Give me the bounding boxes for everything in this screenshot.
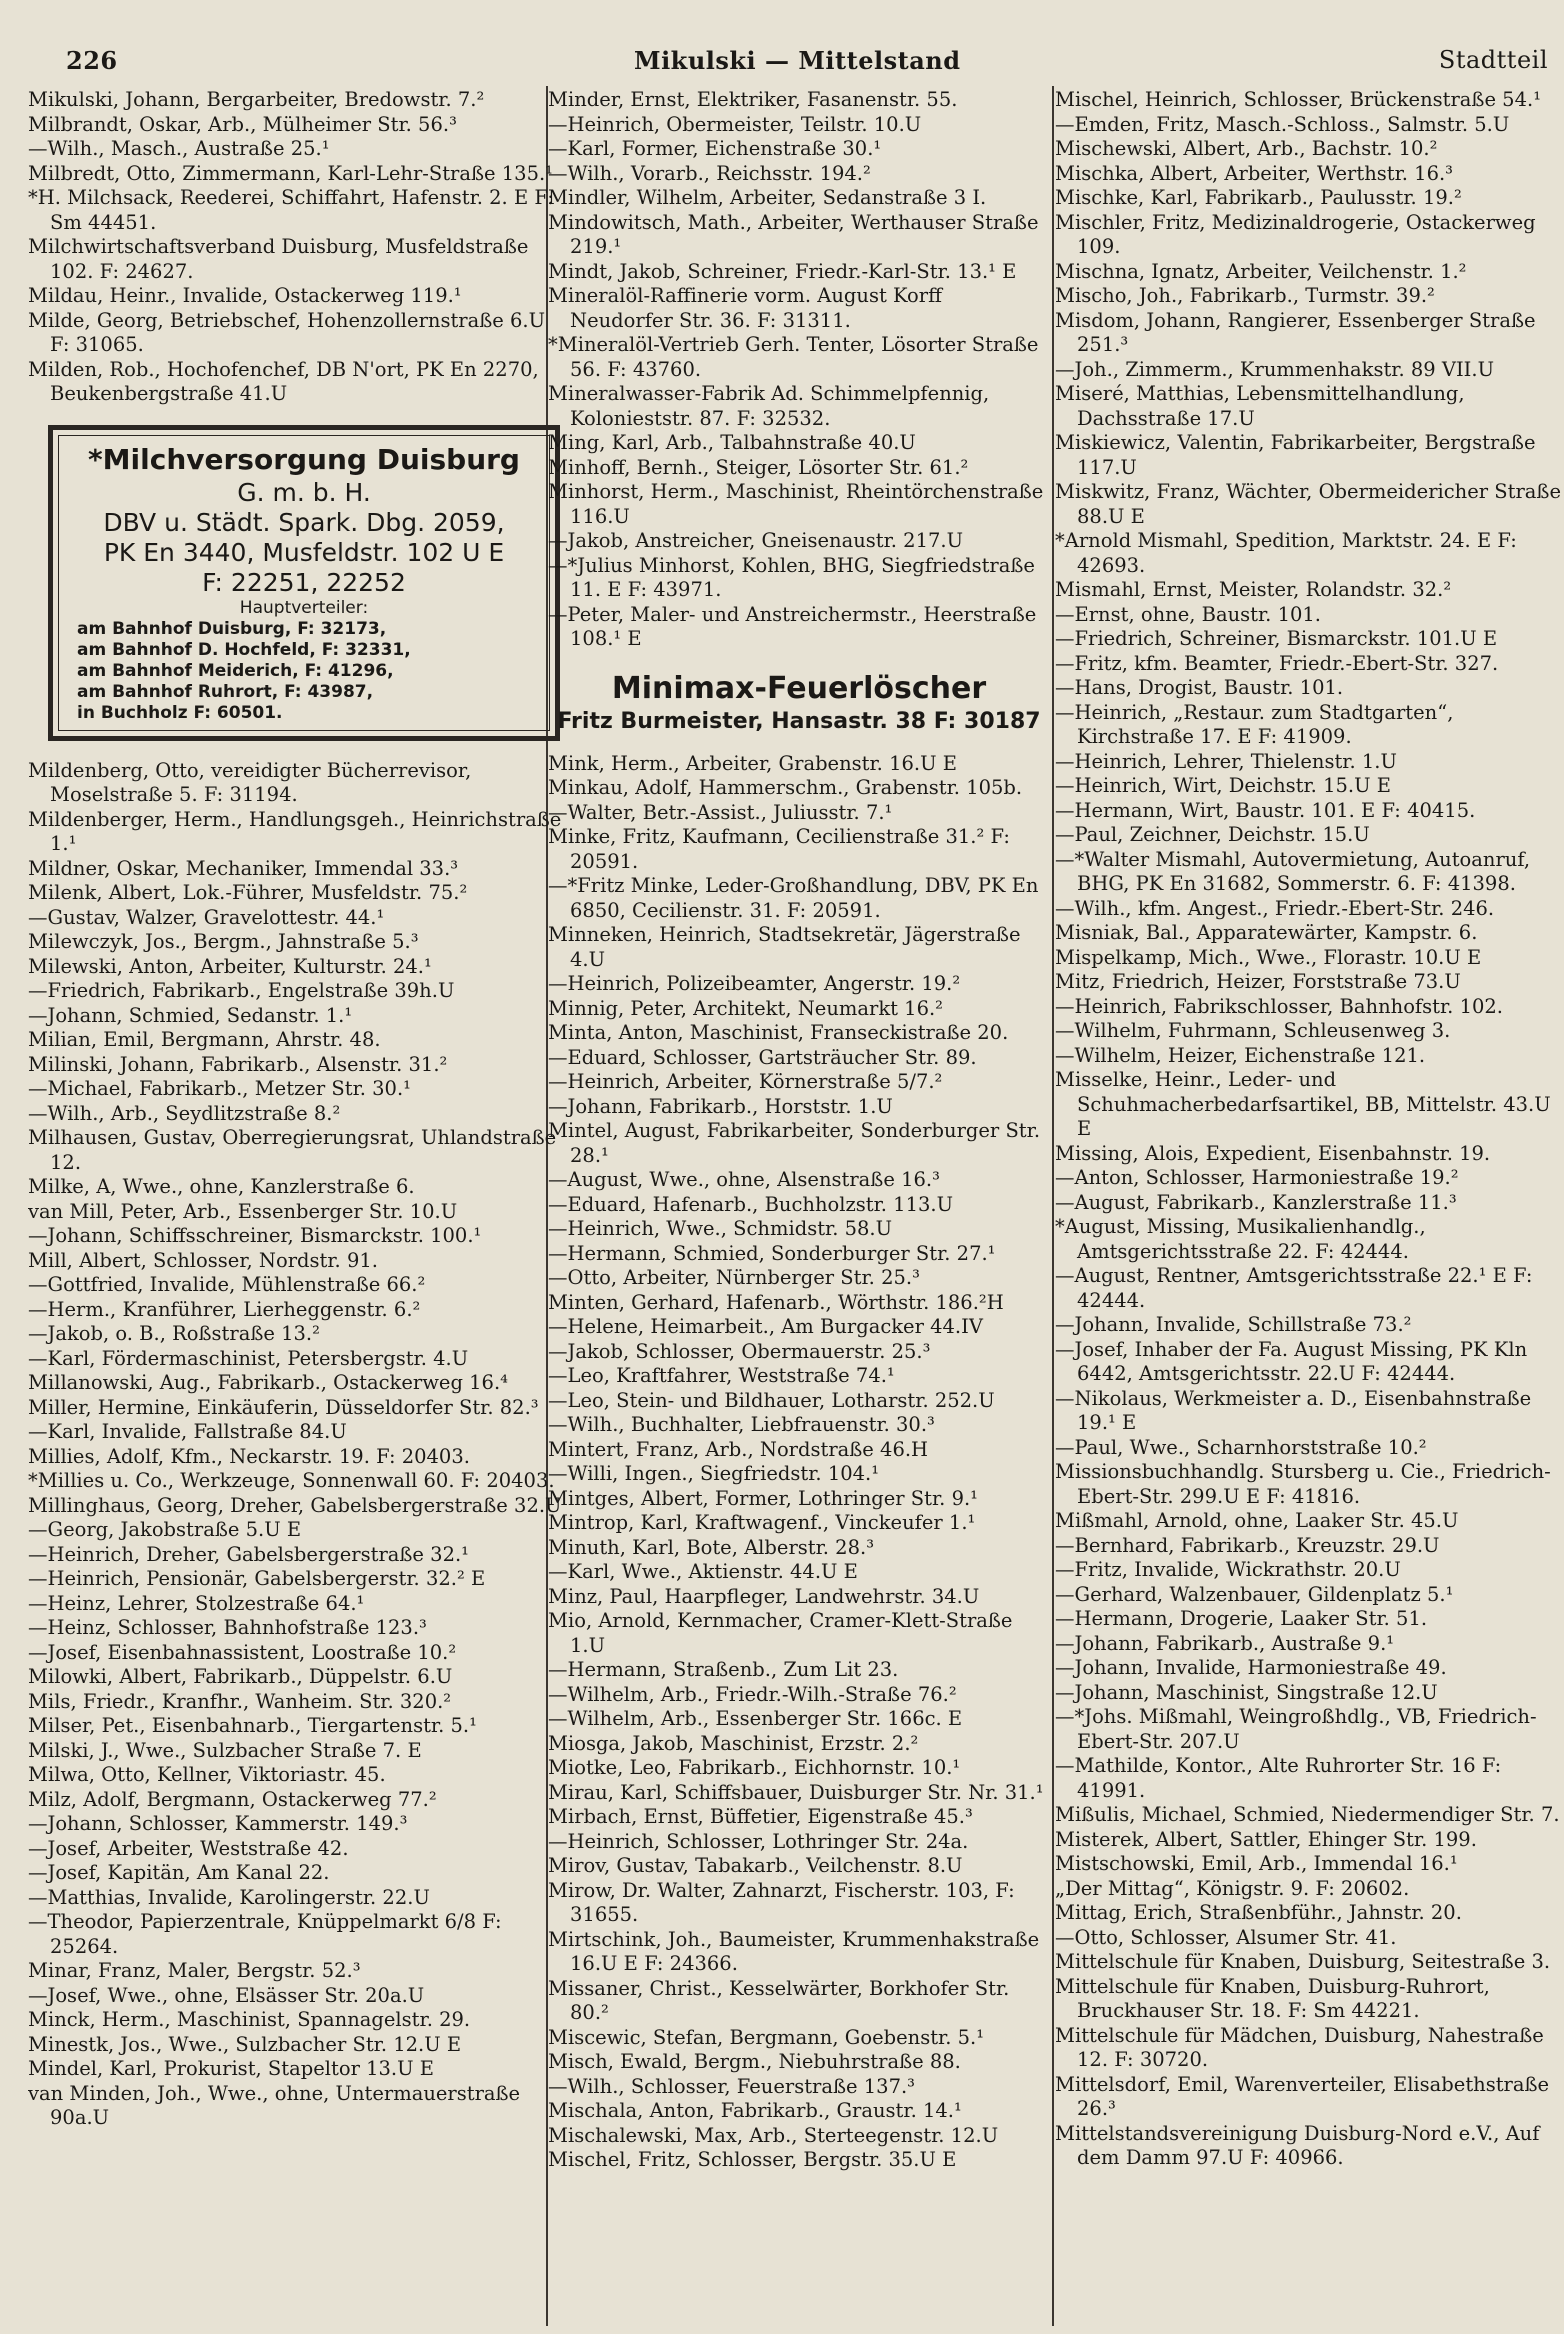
directory-entry: —Ernst, ohne, Baustr. 101. xyxy=(1055,602,1322,626)
directory-entry: Minten, Gerhard, Hafenarb., Wörthstr. 186.²H xyxy=(548,1290,1004,1314)
directory-entry: —Gerhard, Walzenbauer, Gildenplatz 5.¹ xyxy=(1055,1582,1454,1606)
directory-entry: Mittelschule für Knaben, Duisburg, Seitestraße 3. xyxy=(1055,1950,1551,1973)
directory-entry: Mintrop, Karl, Kraftwagenf., Vinckeufer 1.¹ xyxy=(548,1511,976,1534)
directory-entry: —Bernhard, Fabrikarb., Kreuzstr. 29.U xyxy=(1055,1533,1440,1557)
directory-entry: —Wilhelm, Heizer, Eichenstraße 121. xyxy=(1055,1043,1426,1067)
directory-entry: —Karl, Fördermaschinist, Petersbergstr. 4.U xyxy=(28,1346,469,1370)
directory-entry: Minnig, Peter, Architekt, Neumarkt 16.² xyxy=(548,996,943,1020)
directory-entry: Millanowski, Aug., Fabrikarb., Ostackerweg 16.⁴ xyxy=(28,1371,508,1394)
directory-entry: Milewski, Anton, Arbeiter, Kulturstr. 24.¹ xyxy=(28,954,432,978)
directory-entry: Miosga, Jakob, Maschinist, Erzstr. 2.² xyxy=(548,1731,919,1755)
directory-entry: Milbrandt, Oskar, Arb., Mülheimer Str. 56.³ xyxy=(28,112,457,136)
directory-entry: Mikulski, Johann, Bergarbeiter, Bredowstr. 7.² xyxy=(28,88,485,111)
directory-entry: Mischel, Fritz, Schlosser, Bergstr. 35.U E xyxy=(548,2148,957,2171)
directory-entry: Missionsbuchhandlg. Stursberg u. Cie., Friedrich-Ebert-Str. 299.U E F: 41816. xyxy=(1055,1460,1551,1508)
page-header xyxy=(34,42,1550,78)
ad-line: Fritz Burmeister, Hansastr. 38 F: 30187 xyxy=(557,708,1041,734)
directory-entry: Miscewic, Stefan, Bergmann, Goebenstr. 5.¹ xyxy=(548,2025,985,2049)
directory-entry: —Helene, Heimarbeit., Am Burgacker 44.IV xyxy=(548,1315,983,1338)
directory-entry: —Georg, Jakobstraße 5.U E xyxy=(28,1518,302,1541)
directory-entry: Minder, Ernst, Elektriker, Fasanenstr. 55. xyxy=(548,88,958,111)
column-1 xyxy=(28,88,568,2323)
directory-entry: —Fritz, kfm. Beamter, Friedr.-Ebert-Str. 327. xyxy=(1055,651,1499,675)
directory-entry: —Leo, Kraftfahrer, Weststraße 74.¹ xyxy=(548,1364,895,1387)
directory-entry: —Hermann, Schmied, Sonderburger Str. 27.¹ xyxy=(548,1241,996,1265)
directory-entry: —Heinrich, Wwe., Schmidstr. 58.U xyxy=(548,1217,893,1240)
directory-entry: Milowki, Albert, Fabrikarb., Düppelstr. 6.U xyxy=(28,1665,453,1688)
directory-entry: Misselke, Heinr., Leder- und Schuhmacherbedarfsartikel, BB, Mittelstr. 43.U E xyxy=(1055,1068,1551,1140)
directory-entry: —Willi, Ingen., Siegfriedstr. 104.¹ xyxy=(548,1462,880,1485)
directory-entry: Milbredt, Otto, Zimmermann, Karl-Lehr-Straße 135.¹ xyxy=(28,161,553,185)
directory-entry: —Paul, Zeichner, Deichstr. 15.U xyxy=(1055,823,1370,846)
directory-entry: —Walter, Betr.-Assist., Juliusstr. 7.¹ xyxy=(548,800,893,824)
directory-entry: Misch, Ewald, Bergm., Niebuhrstraße 88. xyxy=(548,2050,961,2073)
ad-line: am Bahnhof Ruhrort, F: 43987, xyxy=(77,681,374,702)
directory-entry: Mischke, Karl, Fabrikarb., Paulusstr. 19.² xyxy=(1055,186,1462,209)
directory-entry: —Wilh., Masch., Austraße 25.¹ xyxy=(28,137,330,160)
directory-entry: —*Johs. Mißmahl, Weingroßhdlg., VB, Friedrich-Ebert-Str. 207.U xyxy=(1055,1705,1537,1753)
directory-entry: Mischala, Anton, Fabrikarb., Graustr. 14.¹ xyxy=(548,2099,962,2122)
directory-entry: —Eduard, Schlosser, Gartsträucher Str. 89. xyxy=(548,1045,977,1069)
directory-entry: Milwa, Otto, Kellner, Viktoriastr. 45. xyxy=(28,1763,386,1786)
entry-list xyxy=(548,88,1050,652)
directory-entry: —*Julius Minhorst, Kohlen, BHG, Siegfriedstraße 11. E F: 43971. xyxy=(548,553,1035,601)
entry-list xyxy=(1055,88,1564,2171)
directory-entry: Minkau, Adolf, Hammerschm., Grabenstr. 105b. xyxy=(548,776,1023,799)
directory-entry: Mispelkamp, Mich., Wwe., Florastr. 10.U E xyxy=(1055,945,1482,969)
directory-entry: van Minden, Joh., Wwe., ohne, Untermauerstraße 90a.U xyxy=(28,2081,521,2129)
directory-entry: *August, Missing, Musikalienhandlg., Amtsgerichtsstraße 22. F: 42444. xyxy=(1055,1215,1426,1263)
directory-entry: —Josef, Wwe., ohne, Elsässer Str. 20a.U xyxy=(28,1983,425,2007)
directory-entry: —Michael, Fabrikarb., Metzer Str. 30.¹ xyxy=(28,1077,411,1100)
directory-entry: Minestk, Jos., Wwe., Sulzbacher Str. 12.U E xyxy=(28,2032,462,2056)
directory-entry: —Paul, Wwe., Scharnhorststraße 10.² xyxy=(1055,1435,1427,1459)
directory-entry: —Herm., Kranführer, Lierheggenstr. 6.² xyxy=(28,1297,421,1321)
directory-entry: —Karl, Invalide, Fallstraße 84.U xyxy=(28,1420,347,1443)
directory-entry: —Jakob, Schlosser, Obermauerstr. 25.³ xyxy=(548,1339,931,1363)
directory-entry: Ming, Karl, Arb., Talbahnstraße 40.U xyxy=(548,431,916,454)
ad-line: G. m. b. H. xyxy=(237,477,371,507)
directory-entry: Missing, Alois, Expedient, Eisenbahnstr. 19. xyxy=(1055,1141,1491,1165)
ad-line: DBV u. Städt. Spark. Dbg. 2059, xyxy=(103,507,505,537)
directory-entry: —Johann, Schmied, Sedanstr. 1.¹ xyxy=(28,1003,353,1027)
directory-entry: Mirov, Gustav, Tabakarb., Veilchenstr. 8.U xyxy=(548,1854,963,1877)
directory-entry: Mischalewski, Max, Arb., Sterteegenstr. 12.U xyxy=(548,2123,999,2147)
directory-entry: Millies, Adolf, Kfm., Neckarstr. 19. F: 20403. xyxy=(28,1444,470,1468)
directory-entry: Mittelschule für Knaben, Duisburg-Ruhrort, Bruckhauser Str. 18. F: Sm 44221. xyxy=(1055,1974,1490,2022)
directory-entry: —Wilh., kfm. Angest., Friedr.-Ebert-Str. 246. xyxy=(1055,896,1495,920)
directory-entry: —Eduard, Hafenarb., Buchholzstr. 113.U xyxy=(548,1192,954,1216)
directory-entry: Mischna, Ignatz, Arbeiter, Veilchenstr. 1.² xyxy=(1055,259,1467,283)
directory-entry: —Otto, Schlosser, Alsumer Str. 41. xyxy=(1055,1925,1397,1949)
directory-entry: Miseré, Matthias, Lebensmittelhandlung, Dachsstraße 17.U xyxy=(1055,382,1465,430)
ad-line: PK En 3440, Musfeldstr. 102 U E xyxy=(103,537,505,567)
directory-entry: —Wilhelm, Fuhrmann, Schleusenweg 3. xyxy=(1055,1019,1451,1042)
column-2 xyxy=(548,88,1050,2323)
directory-entry: —Emden, Fritz, Masch.-Schloss., Salmstr. 5.U xyxy=(1055,112,1510,136)
directory-entry: Minneken, Heinrich, Stadtsekretär, Jägerstraße 4.U xyxy=(548,923,1021,971)
directory-entry: Mitz, Friedrich, Heizer, Forststraße 73.U xyxy=(1055,970,1461,993)
directory-entry: —Gottfried, Invalide, Mühlenstraße 66.² xyxy=(28,1273,426,1296)
directory-entry: —Heinrich, „Restaur. zum Stadtgarten“, Kirchstraße 17. E F: 41909. xyxy=(1055,700,1454,748)
directory-entry: Miotke, Leo, Fabrikarb., Eichhornstr. 10.¹ xyxy=(548,1756,961,1779)
directory-entry: Mirbach, Ernst, Büffetier, Eigenstraße 45.³ xyxy=(548,1805,973,1828)
directory-entry: —August, Wwe., ohne, Alsenstraße 16.³ xyxy=(548,1168,940,1191)
directory-entry: *Arnold Mismahl, Spedition, Marktstr. 24. E F: 42693. xyxy=(1055,529,1517,577)
directory-entry: Milinski, Johann, Fabrikarb., Alsenstr. 31.² xyxy=(28,1052,448,1076)
directory-entry: —Johann, Invalide, Harmoniestraße 49. xyxy=(1055,1656,1447,1679)
directory-entry: —Heinrich, Schlosser, Lothringer Str. 24a. xyxy=(548,1829,969,1853)
directory-entry: —Mathilde, Kontor., Alte Ruhrorter Str. 16 F: 41991. xyxy=(1055,1754,1502,1802)
directory-entry: Milian, Emil, Bergmann, Ahrstr. 48. xyxy=(28,1028,381,1051)
directory-entry: —Johann, Maschinist, Singstraße 12.U xyxy=(1055,1680,1438,1704)
directory-entry: Missaner, Christ., Kesselwärter, Borkhofer Str. 80.² xyxy=(548,1976,1010,2024)
column-3 xyxy=(1055,88,1564,2323)
directory-entry: Mistschowski, Emil, Arb., Immendal 16.¹ xyxy=(1055,1852,1458,1875)
directory-entry: —Josef, Inhaber der Fa. August Missing, PK Kln 6442, Amtsgerichtsstr. 22.U F: 42444. xyxy=(1055,1337,1528,1385)
directory-entry: Mildenberger, Herm., Handlungsgeh., Heinrichstraße 1.¹ xyxy=(28,807,562,855)
directory-entry: Milser, Pet., Eisenbahnarb., Tiergartenstr. 5.¹ xyxy=(28,1714,477,1737)
directory-entry: —Wilh., Arb., Seydlitzstraße 8.² xyxy=(28,1101,341,1125)
directory-entry: Mittelstandsvereinigung Duisburg-Nord e.V., Auf dem Damm 97.U F: 40966. xyxy=(1055,2121,1540,2169)
directory-entry: —Johann, Schlosser, Kammerstr. 149.³ xyxy=(28,1812,408,1835)
directory-entry: —Heinz, Schlosser, Bahnhofstraße 123.³ xyxy=(28,1616,427,1639)
directory-entry: Minhorst, Herm., Maschinist, Rheintörchenstraße 116.U xyxy=(548,480,1044,528)
directory-entry: —Josef, Kapitän, Am Kanal 22. xyxy=(28,1861,330,1884)
directory-entry: Mink, Herm., Arbeiter, Grabenstr. 16.U E xyxy=(548,751,957,775)
directory-entry: Mindler, Wilhelm, Arbeiter, Sedanstraße 3 I. xyxy=(548,186,987,209)
directory-entry: —Johann, Fabrikarb., Horststr. 1.U xyxy=(548,1094,893,1118)
directory-entry: —Wilh., Schlosser, Feuerstraße 137.³ xyxy=(548,2074,915,2098)
entry-list xyxy=(548,752,1050,2173)
ad-company-name: *Milchversorgung Duisburg xyxy=(88,442,520,476)
directory-entry: Mindowitsch, Math., Arbeiter, Werthauser Straße 219.¹ xyxy=(548,210,1039,258)
directory-entry: Mittelschule für Mädchen, Duisburg, Nahestraße 12. F: 30720. xyxy=(1055,2023,1544,2071)
directory-entry: Mismahl, Ernst, Meister, Rolandstr. 32.² xyxy=(1055,578,1452,601)
directory-entry: *H. Milchsack, Reederei, Schiffahrt, Hafenstr. 2. E F: Sm 44451. xyxy=(28,186,554,234)
directory-entry: —Josef, Arbeiter, Weststraße 42. xyxy=(28,1836,349,1860)
directory-entry: —Wilhelm, Arb., Essenberger Str. 166c. E xyxy=(548,1707,963,1730)
directory-entry: Milchwirtschaftsverband Duisburg, Musfeldstraße 102. F: 24627. xyxy=(28,235,529,283)
ad-line: F: 22251, 22252 xyxy=(202,567,406,597)
directory-entry: Milden, Rob., Hochofenchef, DB N'ort, PK En 2270, Beukenbergstraße 41.U xyxy=(28,357,539,405)
directory-entry: —Heinrich, Polizeibeamter, Angerstr. 19.² xyxy=(548,972,961,995)
directory-entry: —*Fritz Minke, Leder-Großhandlung, DBV, PK En 6850, Cecilienstr. 31. F: 20591. xyxy=(548,874,1039,922)
directory-entry: Mittelsdorf, Emil, Warenverteiler, Elisabethstraße 26.³ xyxy=(1055,2072,1550,2120)
directory-entry: Minuth, Karl, Bote, Alberstr. 28.³ xyxy=(548,1535,875,1559)
ad-line: am Bahnhof D. Hochfeld, F: 32331, xyxy=(77,639,411,660)
directory-entry: Misterek, Albert, Sattler, Ehinger Str. 199. xyxy=(1055,1827,1477,1851)
directory-entry: Mischo, Joh., Fabrikarb., Turmstr. 39.² xyxy=(1055,284,1435,307)
directory-entry: Mio, Arnold, Kernmacher, Cramer-Klett-Straße 1.U xyxy=(548,1609,1013,1657)
directory-entry: —Joh., Zimmerm., Krummenhakstr. 89 VII.U xyxy=(1055,357,1495,381)
directory-entry: —Gustav, Walzer, Gravelottestr. 44.¹ xyxy=(28,905,385,929)
directory-entry: Mißmahl, Arnold, ohne, Laaker Str. 45.U xyxy=(1055,1509,1459,1532)
directory-entry: —Wilhelm, Arb., Friedr.-Wilh.-Straße 76.² xyxy=(548,1682,957,1706)
directory-entry: —Fritz, Invalide, Wickrathstr. 20.U xyxy=(1055,1558,1401,1581)
directory-entry: Minck, Herm., Maschinist, Spannagelstr. 29. xyxy=(28,2008,471,2031)
directory-entry: Mirau, Karl, Schiffsbauer, Duisburger Str. Nr. 31.¹ xyxy=(548,1780,1044,1804)
directory-entry: —Heinrich, Fabrikschlosser, Bahnhofstr. 102. xyxy=(1055,994,1503,1018)
directory-entry: Minta, Anton, Maschinist, Franseckistraße 20. xyxy=(548,1021,1009,1044)
ad-line: Hauptverteiler: xyxy=(239,597,369,618)
directory-entry: Mintert, Franz, Arb., Nordstraße 46.H xyxy=(548,1437,929,1461)
directory-entry: Mineralwasser-Fabrik Ad. Schimmelpfennig, Kolonieststr. 87. F: 32532. xyxy=(548,382,990,430)
directory-entry: Mildner, Oskar, Mechaniker, Immendal 33.³ xyxy=(28,856,459,880)
directory-entry: Minke, Fritz, Kaufmann, Cecilienstraße 31.² F: 20591. xyxy=(548,825,1010,873)
directory-entry: —Heinz, Lehrer, Stolzestraße 64.¹ xyxy=(28,1591,365,1615)
directory-entry: —Johann, Schiffsschreiner, Bismarckstr. 100.¹ xyxy=(28,1224,482,1247)
directory-entry: —Heinrich, Obermeister, Teilstr. 10.U xyxy=(548,112,922,136)
directory-entry: —Karl, Wwe., Aktienstr. 44.U E xyxy=(548,1560,858,1583)
directory-entry: —Nikolaus, Werkmeister a. D., Eisenbahnstraße 19.¹ E xyxy=(1055,1386,1532,1434)
directory-entry: Mittag, Erich, Straßenbführ., Jahnstr. 20. xyxy=(1055,1901,1462,1924)
directory-entry: Minhoff, Bernh., Steiger, Lösorter Str. 61.² xyxy=(548,455,969,479)
directory-entry: Minz, Paul, Haarpfleger, Landwehrstr. 34.U xyxy=(548,1584,980,1608)
directory-entry: —Wilh., Buchhalter, Liebfrauenstr. 30.³ xyxy=(548,1413,935,1436)
directory-entry: Mildau, Heinr., Invalide, Ostackerweg 119.¹ xyxy=(28,284,462,307)
directory-entry: —Anton, Schlosser, Harmoniestraße 19.² xyxy=(1055,1166,1459,1189)
directory-entry: Minar, Franz, Maler, Bergstr. 52.³ xyxy=(28,1959,361,1982)
directory-entry: *Mineralöl-Vertrieb Gerh. Tenter, Lösorter Straße 56. F: 43760. xyxy=(548,333,1039,381)
directory-entry: —Hermann, Straßenb., Zum Lit 23. xyxy=(548,1658,899,1681)
directory-entry: Milde, Georg, Betriebschef, Hohenzollernstraße 6.U F: 31065. xyxy=(28,308,546,356)
directory-entry: —Johann, Fabrikarb., Austraße 9.¹ xyxy=(1055,1631,1395,1655)
directory-entry: —Jakob, Anstreicher, Gneisenaustr. 217.U xyxy=(548,529,964,552)
section-label: Stadtteil xyxy=(1438,46,1548,74)
directory-entry: —Heinrich, Arbeiter, Körnerstraße 5/7.² xyxy=(548,1070,943,1093)
directory-entry: „Der Mittag“, Königstr. 9. F: 20602. xyxy=(1055,1876,1410,1900)
directory-entry: Millinghaus, Georg, Dreher, Gabelsbergerstraße 32.U xyxy=(28,1493,562,1517)
directory-entry: —Heinrich, Dreher, Gabelsbergerstraße 32.¹ xyxy=(28,1542,469,1566)
directory-entry: Mischel, Heinrich, Schlosser, Brückenstraße 54.¹ xyxy=(1055,88,1542,111)
directory-entry: *Millies u. Co., Werkzeuge, Sonnenwall 60. F: 20403. xyxy=(28,1469,555,1492)
directory-entry: Mischka, Albert, Arbeiter, Werthstr. 16.³ xyxy=(1055,161,1453,185)
directory-entry: Milski, J., Wwe., Sulzbacher Straße 7. E xyxy=(28,1738,422,1762)
column-divider xyxy=(1052,86,1054,2326)
directory-entry: Mindel, Karl, Prokurist, Stapeltor 13.U E xyxy=(28,2057,434,2080)
directory-entry: —Theodor, Papierzentrale, Knüppelmarkt 6/8 F: 25264. xyxy=(28,1910,502,1958)
directory-entry: —Otto, Arbeiter, Nürnberger Str. 25.³ xyxy=(548,1266,920,1289)
directory-entry: Mildenberg, Otto, vereidigter Bücherrevisor, Moselstraße 5. F: 31194. xyxy=(28,758,472,806)
directory-entry: —Heinrich, Pensionär, Gabelsbergerstr. 32.² E xyxy=(28,1567,486,1590)
directory-entry: —Friedrich, Schreiner, Bismarckstr. 101.U E xyxy=(1055,627,1498,650)
running-title: Mikulski — Mittelstand xyxy=(634,46,961,75)
directory-entry: —Peter, Maler- und Anstreichermstr., Heerstraße 108.¹ E xyxy=(548,602,1037,650)
directory-entry: van Mill, Peter, Arb., Essenberger Str. 10.U xyxy=(28,1199,458,1223)
directory-entry: Mirow, Dr. Walter, Zahnarzt, Fischerstr. 103, F: 31655. xyxy=(548,1878,1015,1926)
directory-entry: Mineralöl-Raffinerie vorm. August Korff Neudorfer Str. 36. F: 31311. xyxy=(548,284,942,332)
directory-entry: —Karl, Former, Eichenstraße 30.¹ xyxy=(548,137,882,160)
directory-entry: Mill, Albert, Schlosser, Nordstr. 91. xyxy=(28,1248,378,1272)
directory-entry: —*Walter Mismahl, Autovermietung, Autoanruf, BHG, PK En 31682, Sommerstr. 6. F: 41398. xyxy=(1055,847,1531,895)
directory-entry: Mißulis, Michael, Schmied, Niedermendiger Str. 7. xyxy=(1055,1803,1560,1826)
directory-entry: Mintges, Albert, Former, Lothringer Str. 9.¹ xyxy=(548,1486,978,1510)
directory-entry: Miskwitz, Franz, Wächter, Obermeidericher Straße 88.U E xyxy=(1055,480,1562,528)
directory-entry: —Leo, Stein- und Bildhauer, Lotharstr. 252.U xyxy=(548,1388,995,1412)
entry-list xyxy=(28,88,568,407)
ad-company-name: Minimax-Feuerlöscher xyxy=(611,670,987,706)
directory-entry: Misdom, Johann, Rangierer, Essenberger Straße 251.³ xyxy=(1055,308,1536,356)
ad-line: am Bahnhof Meiderich, F: 41296, xyxy=(77,660,394,681)
directory-entry: —Friedrich, Fabrikarb., Engelstraße 39h.U xyxy=(28,979,455,1002)
directory-entry: Milke, A, Wwe., ohne, Kanzlerstraße 6. xyxy=(28,1175,415,1198)
directory-entry: —Hermann, Wirt, Baustr. 101. E F: 40415. xyxy=(1055,798,1476,822)
directory-entry: —Wilh., Vorarb., Reichsstr. 194.² xyxy=(548,161,871,185)
directory-entry: Milz, Adolf, Bergmann, Ostackerweg 77.² xyxy=(28,1787,437,1811)
directory-entry: Misniak, Bal., Apparatewärter, Kampstr. 6. xyxy=(1055,921,1478,944)
directory-entry: Mindt, Jakob, Schreiner, Friedr.-Karl-Str. 13.¹ E xyxy=(548,259,1017,283)
directory-entry: Mirtschink, Joh., Baumeister, Krummenhakstraße 16.U E F: 24366. xyxy=(548,1927,1040,1975)
directory-entry: Milewczyk, Jos., Bergm., Jahnstraße 5.³ xyxy=(28,930,419,953)
ad-line: in Buchholz F: 60501. xyxy=(77,702,283,723)
directory-entry: Mils, Friedr., Kranfhr., Wanheim. Str. 320.² xyxy=(28,1689,452,1713)
directory-entry: —Heinrich, Lehrer, Thielenstr. 1.U xyxy=(1055,749,1397,773)
directory-entry: —Hans, Drogist, Baustr. 101. xyxy=(1055,676,1344,699)
directory-entry: —August, Fabrikarb., Kanzlerstraße 11.³ xyxy=(1055,1190,1457,1214)
advertisement-milchversorgung xyxy=(48,425,560,741)
advertisement-minimax xyxy=(548,670,1050,736)
directory-entry: —Johann, Invalide, Schillstraße 73.² xyxy=(1055,1313,1412,1336)
directory-entry: —Matthias, Invalide, Karolingerstr. 22.U xyxy=(28,1885,430,1909)
directory-entry: Mischewski, Albert, Arb., Bachstr. 10.² xyxy=(1055,137,1438,160)
directory-entry: —Hermann, Drogerie, Laaker Str. 51. xyxy=(1055,1607,1428,1630)
ad-line: am Bahnhof Duisburg, F: 32173, xyxy=(77,618,387,639)
page-number: 226 xyxy=(66,46,118,75)
directory-entry: Milhausen, Gustav, Oberregierungsrat, Uhlandstraße 12. xyxy=(28,1126,557,1174)
directory-entry: —Josef, Eisenbahnassistent, Loostraße 10.² xyxy=(28,1640,457,1664)
directory-entry: —Heinrich, Wirt, Deichstr. 15.U E xyxy=(1055,774,1391,797)
directory-entry: Mintel, August, Fabrikarbeiter, Sonderburger Str. 28.¹ xyxy=(548,1119,1041,1167)
entry-list xyxy=(28,759,568,2131)
directory-entry: Milenk, Albert, Lok.-Führer, Musfeldstr. 75.² xyxy=(28,881,468,904)
directory-entry: —August, Rentner, Amtsgerichtsstraße 22.¹ E F: 42444. xyxy=(1055,1264,1533,1312)
directory-entry: —Jakob, o. B., Roßstraße 13.² xyxy=(28,1322,320,1345)
directory-entry: Miskiewicz, Valentin, Fabrikarbeiter, Bergstraße 117.U xyxy=(1055,431,1536,479)
directory-entry: Miller, Hermine, Einkäuferin, Düsseldorfer Str. 82.³ xyxy=(28,1395,539,1419)
directory-entry: Mischler, Fritz, Medizinaldrogerie, Ostackerweg 109. xyxy=(1055,210,1536,258)
